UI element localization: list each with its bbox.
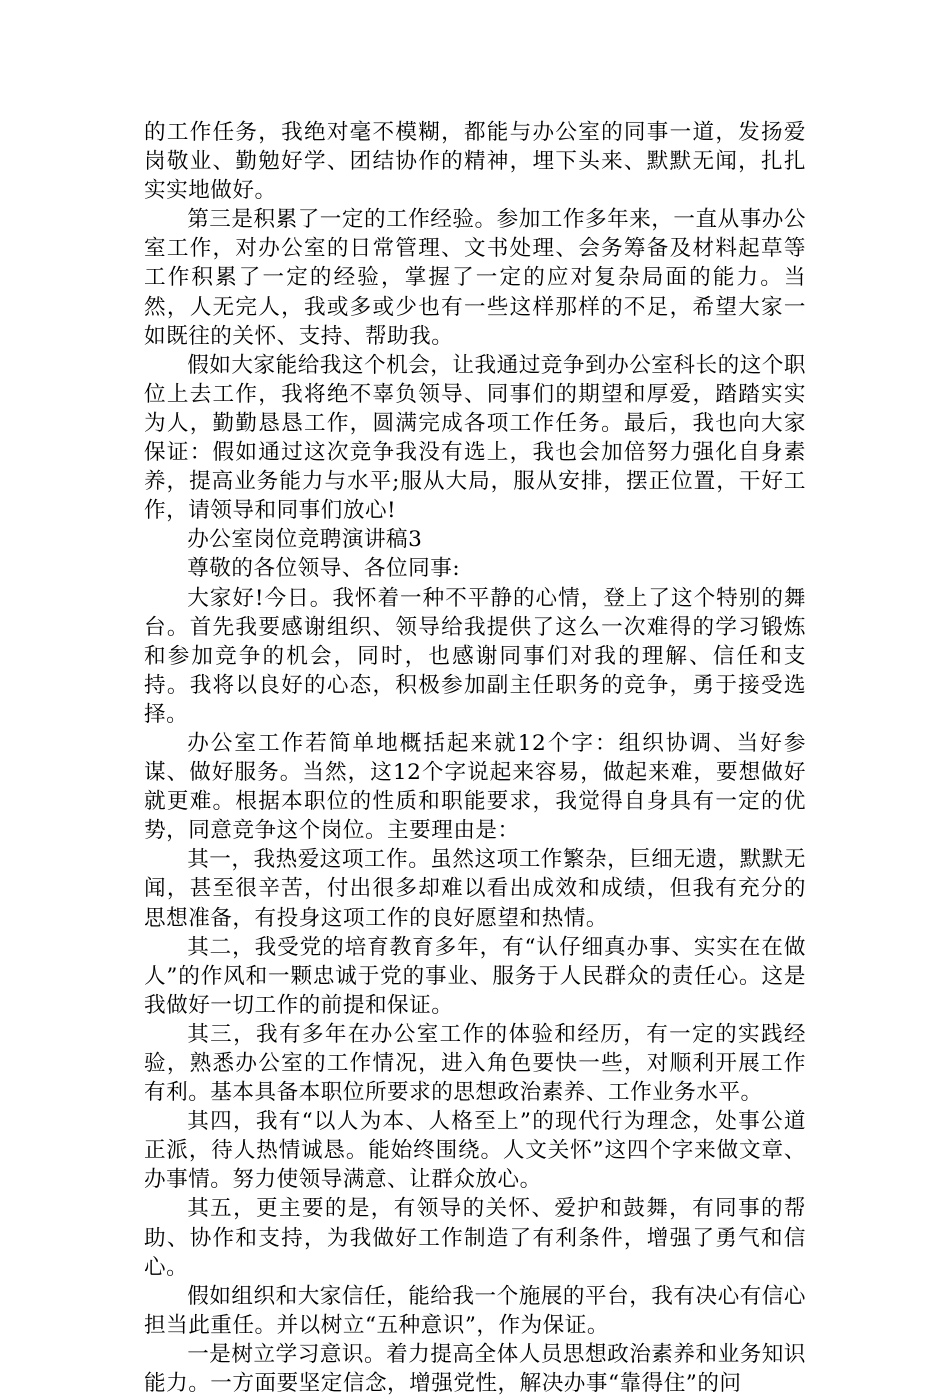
paragraph-pledge: 假如大家能给我这个机会，让我通过竞争到办公室科长的这个职位上去工作，我将绝不辜负领导、同事们的期望和厚爱，踏踏实实为人，勤勤恳恳工作，圆满完成各项工作任务。最后，我也向大家保证：假如通过这次竞争我没有选上，我也会加倍努力强化自身素养，提高业务能力与水平;服从大局，服从安排，摆正位置，干好工作，请领导和同事们放心! bbox=[144, 352, 806, 524]
paragraph-learning-awareness: 一是树立学习意识。着力提高全体人员思想政治素养和业务知识能力。一方面要坚定信念，增强党性，解决办事“靠得住”的问 bbox=[144, 1341, 806, 1397]
salutation: 尊敬的各位领导、各位同事: bbox=[187, 556, 461, 582]
paragraph-commitment: 假如组织和大家信任，能给我一个施展的平台，我有决心有信心担当此重任。并以树立“五种意识”，作为保证。 bbox=[144, 1283, 806, 1338]
paragraph-reason-5: 其五，更主要的是，有领导的关怀、爱护和鼓舞，有同事的帮助、协作和支持，为我做好工作制造了有利条件，增强了勇气和信心。 bbox=[144, 1196, 806, 1280]
paragraph-work-experience: 第三是积累了一定的工作经验。参加工作多年来，一直从事办公室工作，对办公室的日常管理、文书处理、会务筹备及材料起草等工作积累了一定的经验，掌握了一定的应对复杂局面的能力。当然，人无完人，我或多或少也有一些这样那样的不足，希望大家一如既往的关怀、支持、帮助我。 bbox=[144, 207, 806, 349]
paragraph-greeting: 大家好!今日。我怀着一种不平静的心情，登上了这个特别的舞台。首先我要感谢组织、领导给我提供了这么一次难得的学习锻炼和参加竞争的机会，同时，也感谢同事们对我的理解、信任和支持。我将以良好的心态，积极参加副主任职务的竞争，勇于接受选择。 bbox=[144, 585, 806, 727]
section-heading: 办公室岗位竞聘演讲稿3 bbox=[187, 527, 423, 553]
document-page bbox=[144, 118, 806, 1398]
paragraph-continuation: 的工作任务，我绝对毫不模糊，都能与办公室的同事一道，发扬爱岗敬业、勤勉好学、团结协作的精神，埋下头来、默默无闻，扎扎实实地做好。 bbox=[144, 120, 806, 204]
paragraph-office-summary: 办公室工作若简单地概括起来就12个字：组织协调、当好参谋、做好服务。当然，这12个字说起来容易，做起来难，要想做好就更难。根据本职位的性质和职能要求，我觉得自身具有一定的优势，同意竞争这个岗位。主要理由是： bbox=[144, 730, 806, 844]
paragraph-reason-3: 其三，我有多年在办公室工作的体验和经历，有一定的实践经验，熟悉办公室的工作情况，进入角色要快一些，对顺利开展工作有利。基本具备本职位所要求的思想政治素养、工作业务水平。 bbox=[144, 1021, 806, 1106]
paragraph-reason-2: 其二，我受党的培育教育多年，有“认仔细真办事、实实在在做人”的作风和一颗忠诚于党的事业、服务于人民群众的责任心。这是我做好一切工作的前提和保证。 bbox=[144, 934, 806, 1018]
paragraph-reason-4: 其四，我有“以人为本、人格至上”的现代行为理念，处事公道正派，待人热情诚恳。能始终围绕。人文关怀”这四个字来做文章、办事情。努力使领导满意、让群众放心。 bbox=[144, 1109, 806, 1193]
paragraph-reason-1: 其一，我热爱这项工作。虽然这项工作繁杂，巨细无遗，默默无闻，甚至很辛苦，付出很多却难以看出成效和成绩，但我有充分的思想准备，有投身这项工作的良好愿望和热情。 bbox=[144, 847, 806, 931]
